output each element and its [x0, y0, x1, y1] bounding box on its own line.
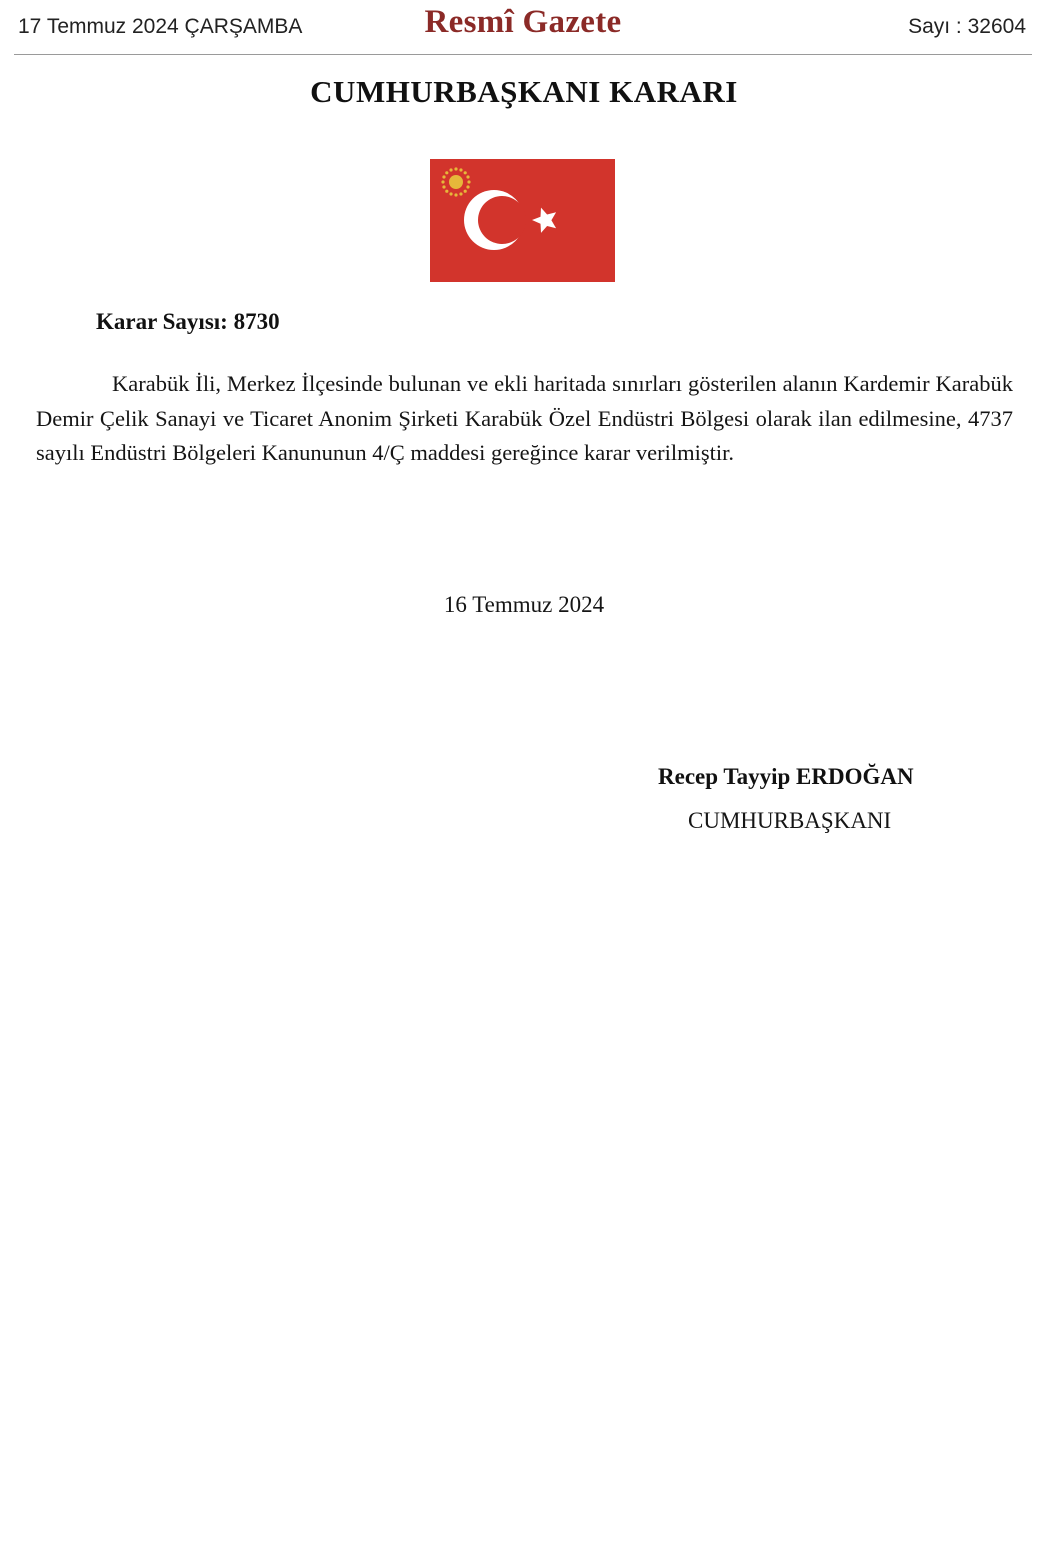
document-title: CUMHURBAŞKANI KARARI	[310, 74, 738, 109]
emblem-star	[441, 180, 444, 183]
emblem-star	[466, 185, 469, 188]
emblem-star	[464, 190, 467, 193]
issue-number: Sayı : 32604	[908, 15, 1026, 38]
emblem-star	[459, 192, 462, 195]
gazette-brand: Resmî Gazete	[424, 4, 622, 40]
emblem-star	[449, 168, 452, 171]
emblem-star	[459, 168, 462, 171]
signing-date: 16 Temmuz 2024	[443, 592, 605, 617]
emblem-star	[466, 175, 469, 178]
emblem-star	[454, 193, 457, 196]
emblem-star	[445, 190, 448, 193]
publication-date: 17 Temmuz 2024 ÇARŞAMBA	[18, 15, 303, 38]
gazette-header	[14, 0, 1032, 55]
signer-name: Recep Tayyip ERDOĞAN	[658, 764, 914, 789]
decision-number: Karar Sayısı: 8730	[96, 309, 280, 334]
signer-title: CUMHURBAŞKANI	[688, 808, 892, 833]
emblem-star	[454, 167, 457, 170]
emblem-star	[464, 171, 467, 174]
emblem-star	[467, 180, 470, 183]
emblem-star	[449, 192, 452, 195]
crescent-inner	[478, 196, 526, 244]
presidential-flag-icon	[430, 159, 615, 282]
emblem-star	[442, 175, 445, 178]
decision-body: Karabük İli, Merkez İlçesinde bulunan ve ekli haritada sınırları gösterilen alanın Kardemir Karabük Demir Çelik Sanayi ve Ticaret Anonim Şirketi Karabük Özel Endüstri Bölgesi olarak ilan edilmesine, 4737 sayılı Endüstri Bölgeleri Kanununun 4/Ç maddesi gereğince karar verilmiştir.	[36, 371, 1013, 465]
emblem-star	[442, 185, 445, 188]
emblem-star	[445, 171, 448, 174]
